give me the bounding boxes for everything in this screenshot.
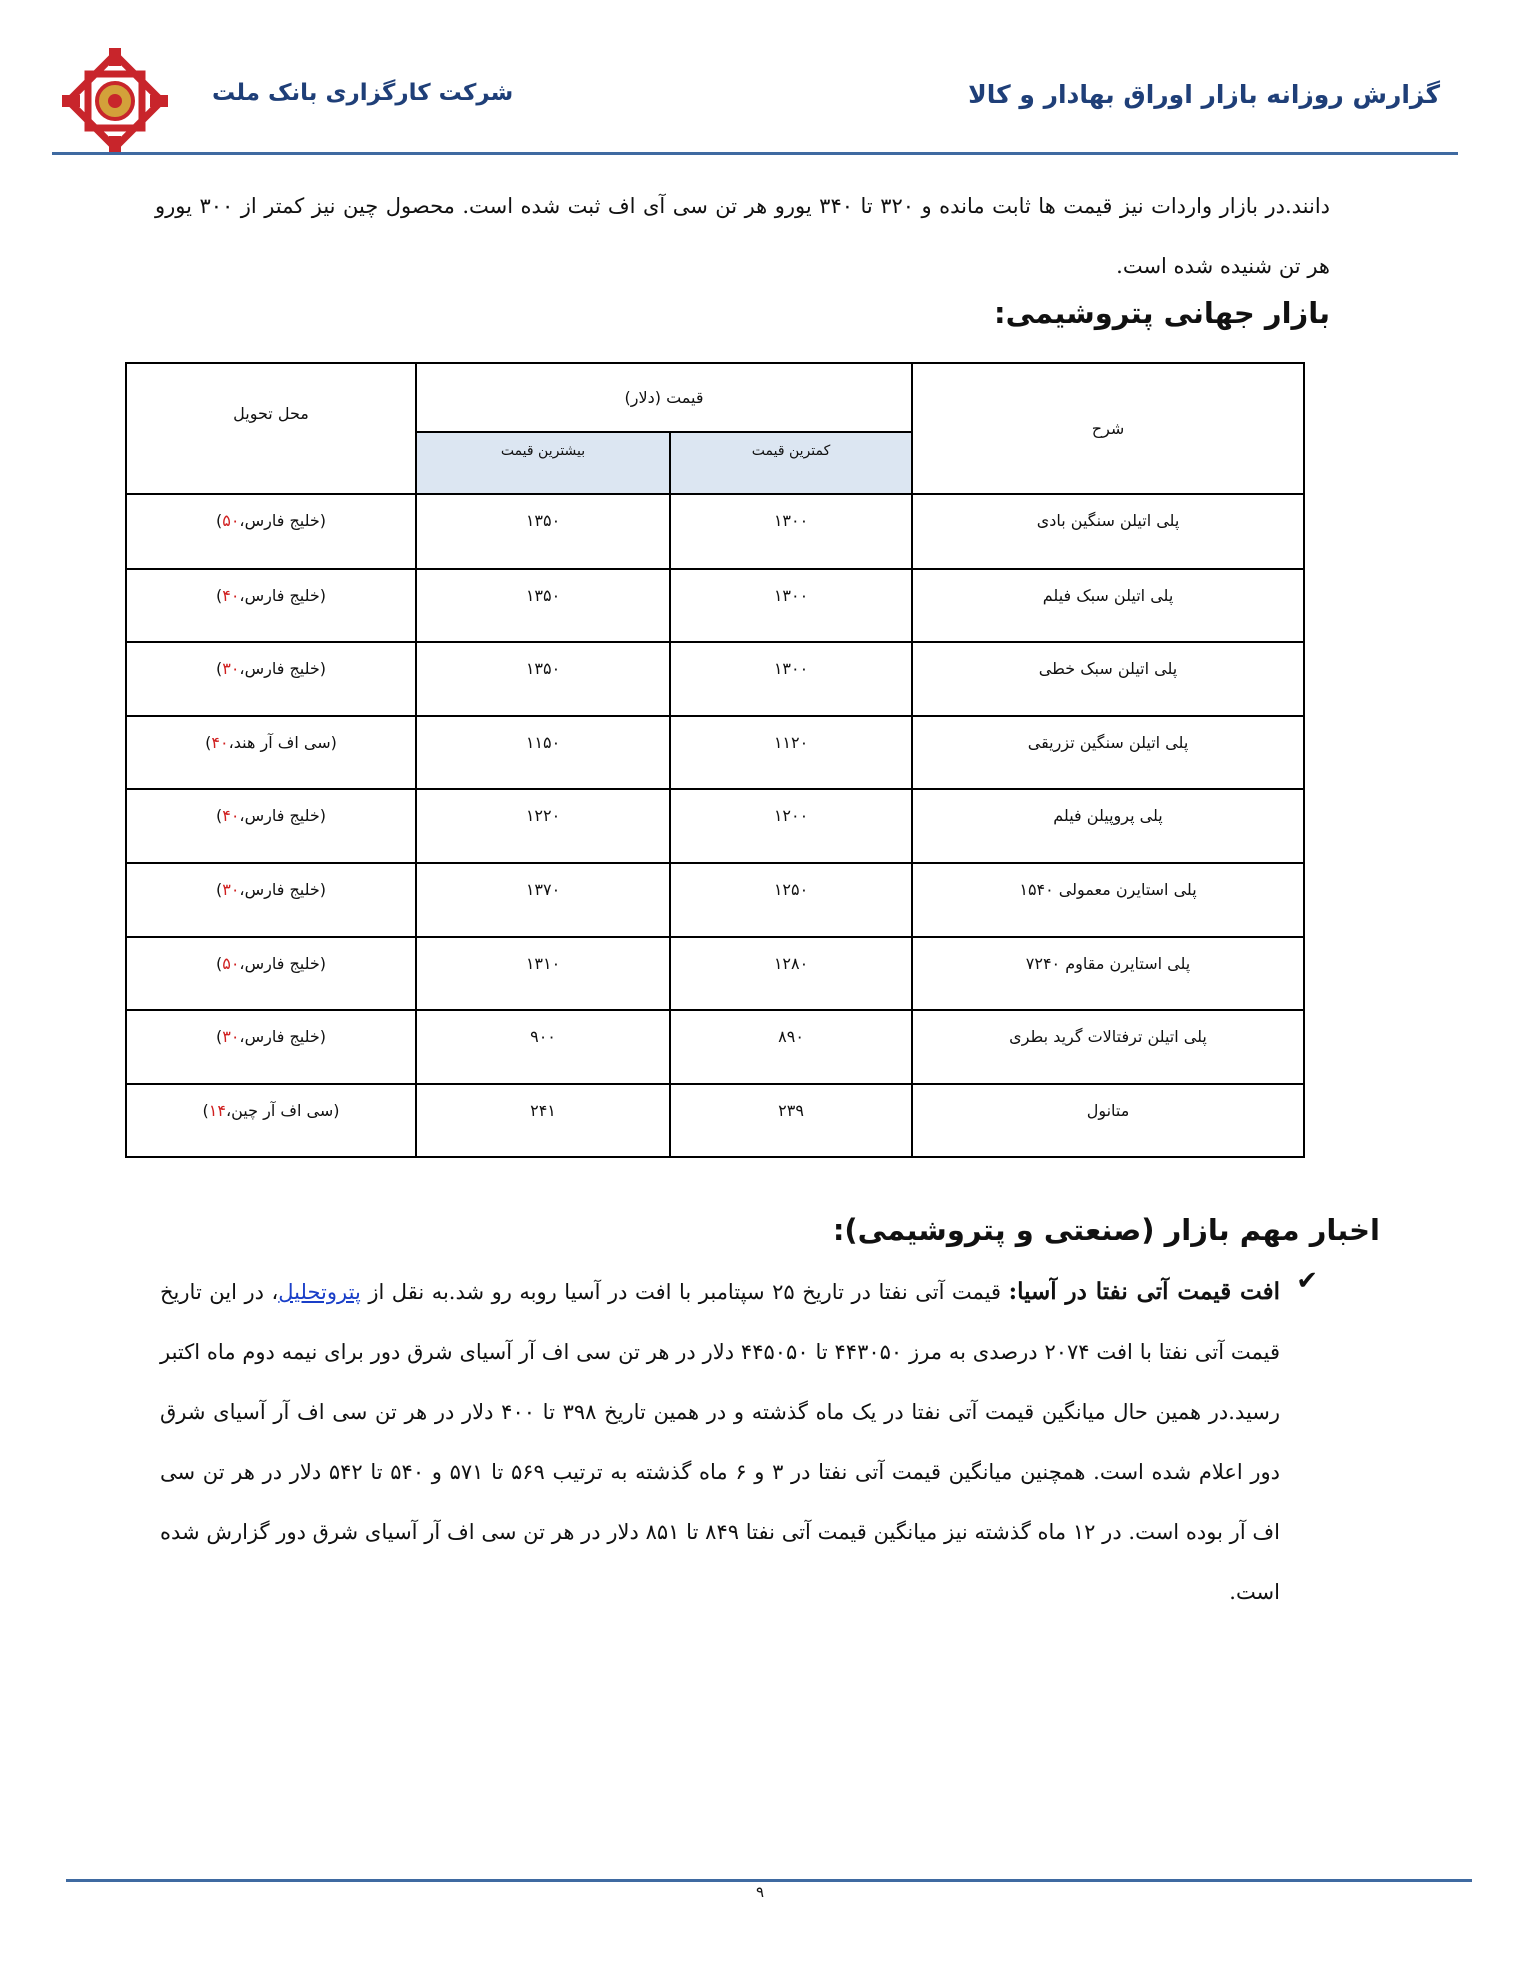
table-row: [126, 716, 1304, 790]
delivery-number: ۴۰: [222, 586, 240, 606]
max-price: ۹۰۰: [416, 1010, 670, 1084]
header-divider: [52, 152, 1458, 155]
header-delivery: محل تحویل: [126, 363, 416, 494]
max-price: ۱۳۵۰: [416, 642, 670, 716]
delivery-close: ): [215, 658, 223, 678]
header-max-price: بیشترین قیمت: [416, 432, 670, 495]
delivery-number: ۳۰: [222, 658, 240, 678]
delivery-text: (سی اف آر چین،: [225, 1101, 340, 1121]
delivery-number: ۱۴: [208, 1101, 226, 1121]
delivery: [126, 863, 416, 937]
max-price: ۱۲۲۰: [416, 789, 670, 863]
intro-paragraph: دانند.در بازار واردات نیز قیمت ها ثابت مانده و ۳۲۰ تا ۳۴۰ یورو هر تن سی آی اف ثبت شده است. محصول چین نیز کمتر از ۳۰۰ یورو هر تن شنیده شده است.: [155, 194, 1331, 278]
header-price-group: قیمت (دلار): [416, 363, 912, 432]
product-name: پلی اتیلن سبک خطی: [912, 642, 1304, 716]
delivery: [126, 1084, 416, 1157]
table-row: [126, 789, 1304, 863]
table-row: [126, 569, 1304, 642]
min-price: ۱۳۰۰: [670, 642, 912, 716]
product-name: پلی استایرن مقاوم ۷۲۴۰: [912, 937, 1304, 1011]
min-price: ۲۳۹: [670, 1084, 912, 1157]
delivery-close: ): [202, 1101, 209, 1121]
footer-divider: [66, 1879, 1472, 1882]
price-table: [125, 362, 1305, 1158]
min-price: ۱۳۰۰: [670, 569, 912, 642]
delivery-text: (خلیج فارس،: [239, 806, 327, 826]
header-description: شرح: [912, 363, 1304, 494]
checkmark-icon: ✔: [1296, 1266, 1318, 1296]
delivery-close: ): [215, 586, 223, 606]
table-row: [126, 937, 1304, 1011]
delivery-text: (خلیج فارس،: [239, 586, 327, 606]
min-price: ۱۲۸۰: [670, 937, 912, 1011]
delivery-number: ۵۰: [222, 511, 240, 531]
delivery-close: ): [205, 732, 212, 752]
delivery-text: (خلیج فارس،: [239, 658, 327, 678]
product-name: پلی اتیلن ترفتالات گرید بطری: [912, 1010, 1304, 1084]
delivery: [126, 494, 416, 569]
source-link[interactable]: پتروتحلیل: [278, 1280, 361, 1304]
min-price: ۱۱۲۰: [670, 716, 912, 790]
section-heading-petrochemical: بازار جهانی پتروشیمی:: [994, 296, 1330, 330]
table-row: [126, 1084, 1304, 1157]
table-row: [126, 642, 1304, 716]
table-row: [126, 494, 1304, 569]
news-lead: افت قیمت آتی نفتا در آسیا:: [1008, 1278, 1281, 1305]
product-name: پلی اتیلن سبک فیلم: [912, 569, 1304, 642]
company-name: شرکت کارگزاری بانک ملت: [212, 80, 514, 106]
news-text-b: ، در این تاریخ قیمت آتی نفتا با افت ۲۰۷۴ درصدی به مرز ۴۴۳۰۵۰ تا ۴۴۵۰۵۰ دلار در هر تن سی اف آر آسیای شرق دور برای نیمه دوم ماه اکتبر رسید.در همین حال میانگین قیمت آتی نفتا در یک ماه گذشته و در همین تاریخ ۳۹۸ تا ۴۰۰ دلار در هر تن سی اف آر آسیای شرق دور اعلام شده است. همچنین میانگین قیمت آتی نفتا در ۳ و ۶ ماه گذشته به ترتیب ۵۶۹ تا ۵۷۱ و ۵۴۰ تا ۵۴۲ دلار در هر تن سی اف آر بوده است. در ۱۲ ماه گذشته نیز میانگین قیمت آتی نفتا ۸۴۹ تا ۸۵۱ دلار در هر تن سی اف آر آسیای شرق دور گزارش شده است.: [160, 1280, 1281, 1604]
delivery-number: ۴۰: [211, 732, 229, 752]
min-price: ۱۲۰۰: [670, 789, 912, 863]
delivery: [126, 642, 416, 716]
min-price: ۸۹۰: [670, 1010, 912, 1084]
product-name: پلی اتیلن سنگین بادی: [912, 494, 1304, 569]
delivery-text: (خلیج فارس،: [239, 511, 327, 531]
report-title: گزارش روزانه بازار اوراق بهادار و کالا: [968, 80, 1440, 109]
delivery: [126, 789, 416, 863]
header-min-price: کمترین قیمت: [670, 432, 912, 495]
max-price: ۱۳۵۰: [416, 494, 670, 569]
max-price: ۱۳۱۰: [416, 937, 670, 1011]
delivery-number: ۳۰: [222, 879, 240, 899]
delivery-close: ): [215, 879, 223, 899]
delivery: [126, 716, 416, 790]
product-name: پلی اتیلن سنگین تزریقی: [912, 716, 1304, 790]
delivery-text: (خلیج فارس،: [239, 1027, 327, 1047]
max-price: ۱۱۵۰: [416, 716, 670, 790]
delivery: [126, 937, 416, 1011]
delivery: [126, 1010, 416, 1084]
delivery: [126, 569, 416, 642]
min-price: ۱۲۵۰: [670, 863, 912, 937]
delivery-number: ۵۰: [222, 953, 240, 973]
delivery-close: ): [215, 806, 223, 826]
delivery-number: ۴۰: [222, 806, 240, 826]
max-price: ۱۳۷۰: [416, 863, 670, 937]
delivery-close: ): [215, 1027, 223, 1047]
news-item: [160, 1262, 1280, 1622]
table-row: [126, 863, 1304, 937]
delivery-text: (سی اف آر هند،: [228, 732, 337, 752]
delivery-text: (خلیج فارس،: [239, 879, 327, 899]
news-text-a: قیمت آتی نفتا در تاریخ ۲۵ سپتامبر با افت در آسیا روبه رو شد.به نقل از: [360, 1280, 1009, 1304]
product-name: پلی پروپیلن فیلم: [912, 789, 1304, 863]
product-name: متانول: [912, 1084, 1304, 1157]
product-name: پلی استایرن معمولی ۱۵۴۰: [912, 863, 1304, 937]
bank-mellat-logo-icon: [60, 46, 170, 156]
max-price: ۱۳۵۰: [416, 569, 670, 642]
min-price: ۱۳۰۰: [670, 494, 912, 569]
section-heading-news: اخبار مهم بازار (صنعتی و پتروشیمی):: [832, 1213, 1380, 1247]
page-number: ۹: [755, 1883, 765, 1901]
delivery-close: ): [215, 953, 223, 973]
delivery-close: ): [215, 511, 223, 531]
table-row: [126, 1010, 1304, 1084]
delivery-text: (خلیج فارس،: [239, 953, 327, 973]
max-price: ۲۴۱: [416, 1084, 670, 1157]
delivery-number: ۳۰: [222, 1027, 240, 1047]
